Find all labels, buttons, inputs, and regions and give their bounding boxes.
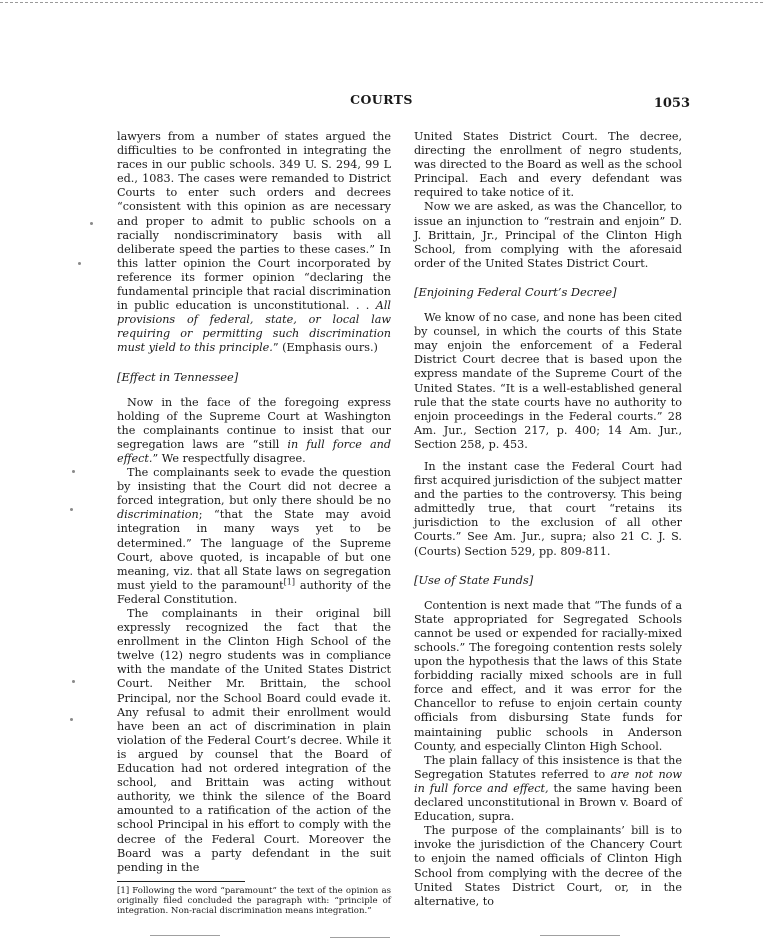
scan-speck <box>90 222 93 225</box>
page-number: 1053 <box>653 96 690 111</box>
footnote-divider <box>117 881 245 882</box>
paragraph: We know of no case, and none has been cited by counsel, in which the courts of this State may enjoin the enforcement of a Federal District Court decree that is based upon the express mandate of the Supreme Court of the United States. “It is a well-established general rule that the state courts have no authority to enjoin proceedings in the Federal courts.” 28 Am. Jur., Section 217, p. 400; 14 Am. Jur., Section 258, p. 453. <box>414 311 682 451</box>
scan-speck <box>70 718 73 721</box>
scan-mark <box>330 937 390 938</box>
section-heading-enjoining-federal-courts-decree: [Enjoining Federal Court’s Decree] <box>414 284 617 299</box>
paragraph: The purpose of the complainants’ bill is to invoke the jurisdiction of the Chancery Court to enjoin the named officials of Clinton High School from complying with the decree of the United States District Court, or, in the alternative, to <box>414 824 682 908</box>
scan-mark <box>540 935 620 936</box>
paragraph: lawyers from a number of states argued the difficulties to be confronted in integrating the races in our public schools. 349 U. S. 294, 99 L ed., 1083. The cases were remanded to District Courts to enter such orders and decrees “consistent with this opinion as are necessary and proper to admit to public schools on a racially nondiscriminatory basis with all deliberate speed the parties to these cases.” In this latter opinion the Court incorporated by reference its former opinion “declaring the fundamental principle that racial discrimination in public education is unconstitutional. . . All provisions of federal, state, or local law requiring or permitting such discrimination must yield to this principle.” (Emphasis ours.) <box>117 130 391 355</box>
scan-speck <box>70 508 73 511</box>
scan-edge <box>0 2 763 3</box>
paragraph: Contention is next made that “The funds of a State appropriated for Segregated Schools cannot be used or expended for racially-mixed schools.” The foregoing contention rests solely upon the hypothesis that the laws of this State forbidding racially mixed schools are in full force and effect, and it was error for the Chancellor to refuse to enjoin certain county officials from disbursing State funds for maintaining public schools in Anderson County, and especially Clinton High School. <box>414 598 682 753</box>
footnote: [1] Following the word “paramount” the text of the opinion as originally filed concluded the paragraph with: “principle of integration. Non-racial discrimination means integration.” <box>117 885 391 917</box>
footnote-marker: [1] <box>283 577 295 587</box>
section-heading-use-of-state-funds: [Use of State Funds] <box>414 572 534 587</box>
paragraph: The plain fallacy of this insistence is that the Segregation Statutes referred to are not now in full force and effect, the same having been declared unconstitutional in Brown v. Board of Education, supra. <box>414 753 682 824</box>
paragraph: The complainants seek to evade the question by insisting that the Court did not decree a forced integration, but only there should be no discrimination; “that the State may avoid integration in many ways yet to be determined.” The language of the Supreme Court, above quoted, is incapable of but one meaning, viz. that all State laws on segregation must yield to the paramount[1] authority of the Federal Constitution. <box>117 466 392 606</box>
paragraph: The complainants in their original bill expressly recognized the fact that the enrollment in the Clinton High School of the twelve (12) negro students was in compliance with the mandate of the United States District Court. Neither Mr. Brittain, the school Principal, nor the School Board could evade it. Any refusal to admit their enrollment would have been an act of discrimination in plain violation of the Federal Court’s decree. While it is argued by counsel that the Board of Education had not ordered integration of the school, and Brittain was acting without authority, we think the silence of the Board amounted to a ratification of the action of the school Principal in his effort to comply with the decree of the Federal Court. Moreover the Board was a party defendant in the suit pending in the <box>117 607 391 874</box>
scan-mark <box>150 935 220 936</box>
left-column <box>117 130 391 916</box>
paragraph: Now in the face of the foregoing express holding of the Supreme Court at Washington the complainants continue to insist that our segregation laws are “still in full force and effect.” We respectfully disagree. <box>117 395 391 465</box>
right-column <box>414 130 682 909</box>
running-head: COURTS <box>350 92 413 107</box>
scan-speck <box>78 262 81 265</box>
section-heading-effect-in-tennessee: [Effect in Tennessee] <box>117 369 239 384</box>
paragraph: Now we are asked, as was the Chancellor, to issue an injunction to “restrain and enjoin” D. J. Brittain, Jr., Principal of the Clinton High School, from complying with the aforesaid order of the United States District Court. <box>414 200 682 270</box>
paragraph: United States District Court. The decree, directing the enrollment of negro students, was directed to the Board as well as the school Principal. Each and every defendant was required to take notice of it. <box>414 130 682 200</box>
scan-speck <box>72 470 75 473</box>
paragraph: In the instant case the Federal Court had first acquired jurisdiction of the subject matter and the parties to the controversy. This being admittedly true, that court “retains its jurisdiction to the exclusion of all other Courts.” See Am. Jur., supra; also 21 C. J. S. (Courts) Section 529, pp. 809-811. <box>414 459 682 558</box>
scan-speck <box>72 680 75 683</box>
